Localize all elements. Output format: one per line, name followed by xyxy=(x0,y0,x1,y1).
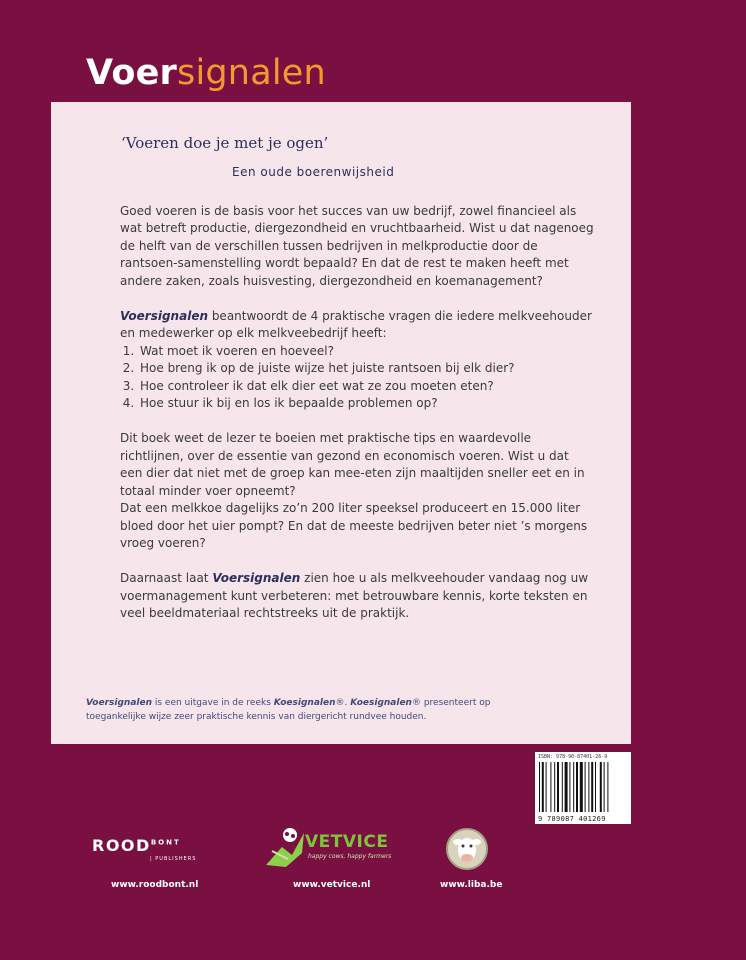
series-note xyxy=(86,696,546,724)
vetvice-cow-icon xyxy=(262,825,308,869)
quote: ‘Voeren doe je met je ogen’ xyxy=(121,134,329,152)
series-note-text: ®. xyxy=(335,698,351,708)
url-vetvice[interactable]: www.vetvice.nl xyxy=(293,880,371,890)
quote-source: Een oude boerenwijsheid xyxy=(232,165,395,179)
paragraph-intro: Goed voeren is de basis voor het succes van uw bedrijf, zowel financieel als wat betreft productie, diergezondheid en vruchtbaarheid. Wist u dat nagenoeg de helft van de verschillen tussen bedrijven in melkproductie door de rantsoen-samenstelling wordt bepaald? En dat de rest te maken heeft met andere zaken, zoals huisvesting, diergezondheid en koemanagement? xyxy=(120,204,594,288)
book-title xyxy=(86,53,326,93)
roodbont-sub: | PUBLISHERS xyxy=(150,856,197,862)
book-name-emphasis: Voersignalen xyxy=(212,571,301,586)
roodbont-accent: BONT xyxy=(150,838,181,847)
paragraph-questions-lead xyxy=(120,308,594,343)
vetvice-name: VETVICE xyxy=(305,832,389,852)
series-note-book: Voersignalen xyxy=(86,698,152,708)
closing-text: zien hoe u als melkveehouder vandaag nog uw voermanagement kunt verbeteren: met betrouwbare kennis, korte teksten en veel beeldmateriaal rechtstreeks uit de praktijk. xyxy=(120,571,589,621)
title-part-signalen: signalen xyxy=(177,53,326,93)
list-item: 2. Hoe breng ik op de juiste wijze het juiste rantsoen bij elk dier? xyxy=(138,360,594,377)
roodbont-main: ROOD xyxy=(92,836,151,855)
paragraph-book: Dit boek weet de lezer te boeien met praktische tips en waardevolle richtlijnen, over de essentie van gezond en economisch voeren. Wist u dat een dier dat niet met de groep kan mee-eten zijn maaltijden sneller eet en in totaal minder voer opneemt? xyxy=(120,431,585,498)
series-note-series: Koesignalen xyxy=(273,698,336,708)
url-liba[interactable]: www.liba.be xyxy=(440,880,503,890)
barcode-icon xyxy=(539,762,627,814)
closing-prefix: Daarnaast laat xyxy=(120,571,213,586)
questions-list xyxy=(120,343,594,413)
paragraph-closing xyxy=(120,570,594,622)
book-name-emphasis: Voersignalen xyxy=(120,309,208,324)
series-note-series: Koesignalen xyxy=(350,698,412,708)
paragraph-facts: Dat een melkkoe dagelijks zo’n 200 liter speeksel produceert en 15.000 liter bloed door het uier pompt? En dat de meeste bedrijven beter niet ’s morgens vroeg voeren? xyxy=(120,501,588,550)
list-item: 4. Hoe stuur ik bij en los ik bepaalde problemen op? xyxy=(138,395,594,412)
isbn-label: ISBN: 978-90-87401-26-9 xyxy=(538,754,608,760)
barcode xyxy=(535,752,631,824)
series-note-text: is een uitgave in de reeks xyxy=(152,698,274,708)
list-item: 3. Hoe controleer ik dat elk dier eet wat ze zou moeten eten? xyxy=(138,378,594,395)
barcode-digits: 9 789087 401269 xyxy=(538,815,606,823)
url-roodbont[interactable]: www.roodbont.nl xyxy=(111,880,199,890)
roodbont-logo xyxy=(92,836,181,855)
liba-cow-icon xyxy=(444,826,490,872)
series-note-text: ® presenteert op toegankelijke wijze zeer praktische kennis van diergericht rundvee houden. xyxy=(86,698,491,722)
vetvice-tagline: happy cows, happy farmers xyxy=(308,853,392,860)
title-part-voer: Voer xyxy=(86,53,178,93)
paragraph-questions-text: beantwoordt de 4 praktische vragen die iedere melkveehouder en medewerker op elk melkveebedrijf heeft: xyxy=(120,309,592,341)
blurb-text xyxy=(120,203,594,641)
list-item: 1. Wat moet ik voeren en hoeveel? xyxy=(138,343,594,360)
